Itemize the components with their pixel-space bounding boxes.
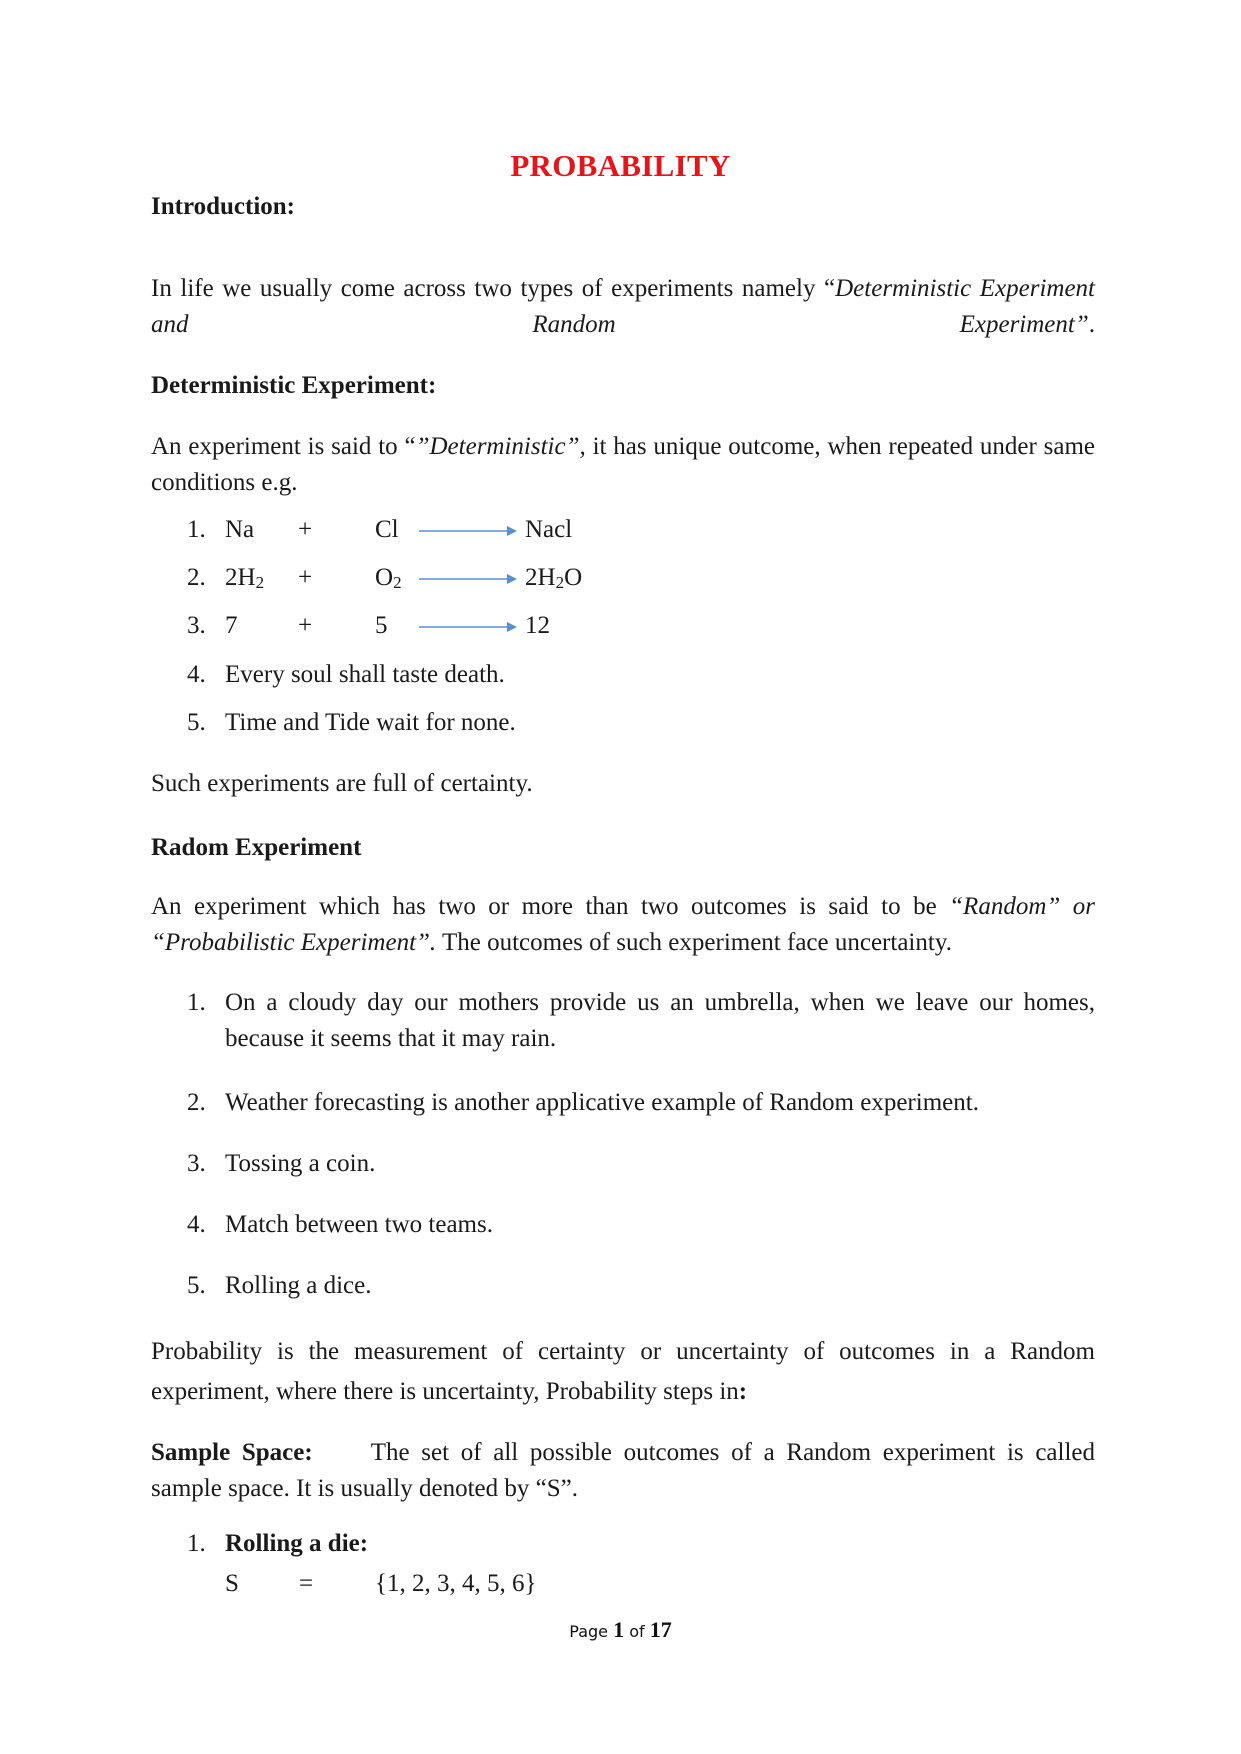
list-number: 3. <box>187 612 206 639</box>
reactant-a: 7 <box>225 612 238 639</box>
arrow-icon <box>419 620 519 634</box>
list-text: On a cloudy day our mothers provide us an umbrella, when we leave our homes, because it seems that it may rain. <box>225 989 1095 1052</box>
footer-page-word: Page <box>569 1622 609 1641</box>
deterministic-heading: Deterministic Experiment: <box>151 372 437 399</box>
list-number: 4. <box>187 1211 206 1238</box>
footer-page-number: 1 <box>613 1617 625 1642</box>
deterministic-text: An experiment is said to “ <box>151 433 416 460</box>
subscript: 2 <box>255 573 265 592</box>
set-value: {1, 2, 3, 4, 5, 6} <box>375 1570 537 1597</box>
intro-text: In life we usually come across two types of experiments namely “ <box>151 275 836 302</box>
deterministic-italic: ”Deterministic”, <box>415 433 586 460</box>
list-number: 2. <box>187 564 206 591</box>
probability-colon: : <box>738 1378 748 1405</box>
list-number: 5. <box>187 1272 206 1299</box>
product: Nacl <box>525 516 573 543</box>
reactant-a <box>225 560 264 596</box>
footer-of-word: of <box>629 1622 645 1641</box>
page-title: PROBABILITY <box>510 148 731 183</box>
deterministic-text-end: it has unique outcome, when repeated under same conditions e.g. <box>151 433 1095 496</box>
intro-text-end: . <box>1088 311 1095 338</box>
arrow-icon <box>419 524 519 538</box>
list-number: 2. <box>187 1089 206 1116</box>
sample-space-text: The set of all possible outcomes of a Random experiment is called sample space. It is usually denoted by “S”. <box>151 1439 1096 1502</box>
list-text: Tossing a coin. <box>225 1150 376 1177</box>
list-text: Rolling a dice. <box>225 1272 372 1299</box>
reaction-row <box>187 512 787 548</box>
random-italic: “Random” or “Probabilistic Experiment”. <box>151 893 1095 956</box>
set-symbol: S <box>225 1570 239 1597</box>
list-number: 1. <box>187 989 206 1016</box>
random-text: An experiment which has two or more than two outcomes is said to be <box>151 893 950 920</box>
reaction-row <box>187 608 787 644</box>
certainty-paragraph: Such experiments are full of certainty. <box>151 770 533 797</box>
reactant-b <box>375 560 402 596</box>
random-text-end: The outcomes of such experiment face uncertainty. <box>436 929 952 956</box>
subscript: 2 <box>555 573 565 592</box>
footer-total-pages: 17 <box>649 1617 672 1642</box>
list-number: 5. <box>187 709 206 736</box>
intro-heading: Introduction: <box>151 193 296 220</box>
list-number: 1. <box>187 516 206 543</box>
list-text: Weather forecasting is another applicative example of Random experiment. <box>225 1089 979 1116</box>
product-post: O <box>564 564 583 591</box>
product: 12 <box>525 612 550 639</box>
sample-space-paragraph <box>151 1435 1095 1507</box>
product-pre: 2H <box>525 564 556 591</box>
probability-text: Probability is the measurement of certainty or uncertainty of outcomes in a Random experiment, where there is uncertainty, Probability steps in <box>151 1338 1095 1405</box>
list-text: Time and Tide wait for none. <box>225 709 516 736</box>
example-title: Rolling a die: <box>225 1530 369 1557</box>
arrow-icon <box>419 572 519 586</box>
intro-italic: Deterministic Experiment and Random Experiment” <box>151 275 1095 338</box>
equals-sign: = <box>299 1570 314 1597</box>
sample-set-row <box>187 1566 787 1602</box>
list-number: 4. <box>187 661 206 688</box>
list-number: 3. <box>187 1150 206 1177</box>
deterministic-paragraph <box>151 429 1095 501</box>
intro-paragraph <box>151 271 1095 343</box>
reactant-a-main: 2H <box>225 564 256 591</box>
probability-paragraph <box>151 1332 1095 1412</box>
list-number: 1. <box>187 1530 206 1557</box>
list-text: Match between two teams. <box>225 1211 493 1238</box>
plus-sign: + <box>298 516 313 543</box>
plus-sign: + <box>298 612 313 639</box>
product <box>525 560 582 596</box>
reactant-b-main: O <box>375 564 394 591</box>
list-text: Every soul shall taste death. <box>225 661 505 688</box>
reactant-a: Na <box>225 516 255 543</box>
reactant-b: Cl <box>375 516 399 543</box>
subscript: 2 <box>393 573 402 592</box>
page-footer <box>0 1617 1241 1643</box>
random-heading: Radom Experiment <box>151 834 362 861</box>
reactant-b: 5 <box>375 612 388 639</box>
sample-space-label: Sample Space: <box>151 1439 313 1466</box>
random-paragraph <box>151 889 1095 961</box>
reaction-row <box>187 560 787 596</box>
plus-sign: + <box>298 564 313 591</box>
